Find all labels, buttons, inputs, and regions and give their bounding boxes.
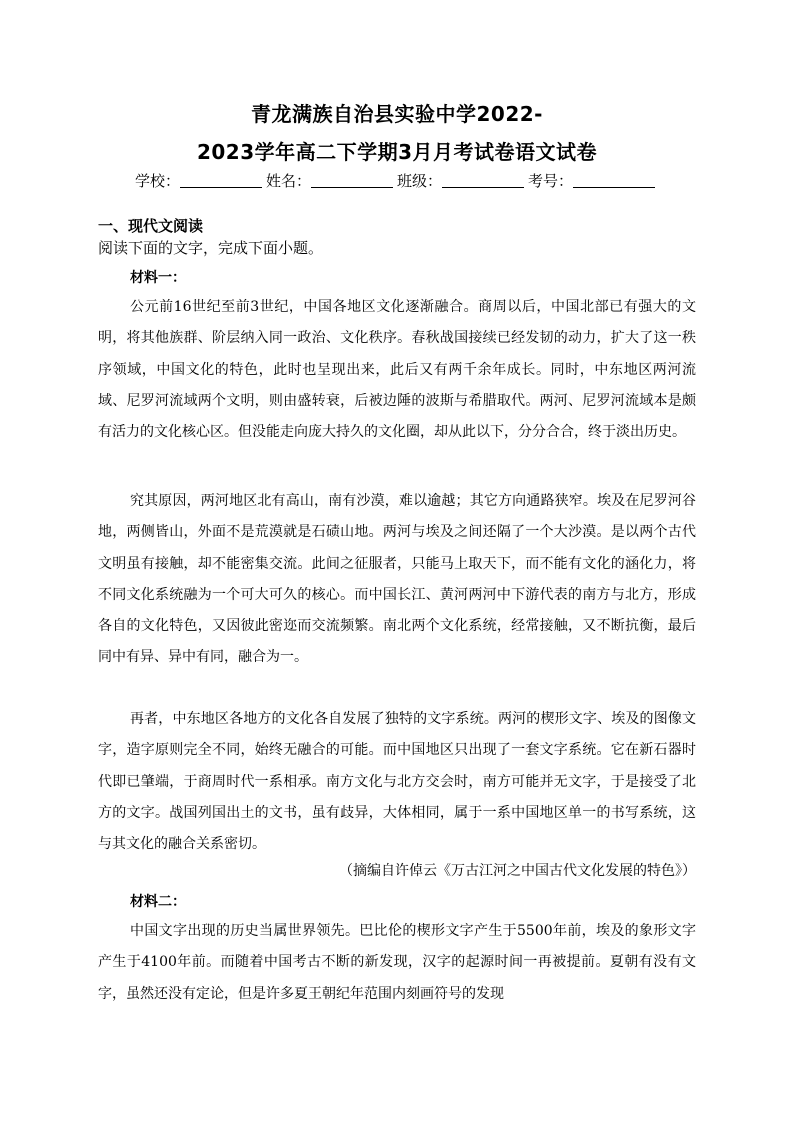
student-info-row [0, 170, 794, 192]
section-heading: 一、现代文阅读 [98, 217, 204, 235]
material-1-paragraph: 究其原因，两河地区北有高山，南有沙漠，难以逾越；其它方向通路狭窄。埃及在尼罗河谷地，两侧皆山，外面不是荒漠就是石碛山地。两河与埃及之间还隔了一个大沙漠。是以两个古代文明虽有接触，却不能密集交流。此间之征服者，只能马上取天下，而不能有文化的涵化力，将不同文化系统融为一个可大可久的核心。而中国长江、黄河两河中下游代表的南方与北方，形成各自的文化特色，又因彼此密迩而交流频繁。南北两个文化系统，经常接触，又不断抗衡，最后同中有异、异中有同，融合为一。 [98, 493, 696, 666]
section-instruction: 阅读下面的文字，完成下面小题。 [98, 239, 324, 257]
name-label: 姓名： [265, 172, 311, 190]
school-blank[interactable] [180, 172, 262, 188]
material-1-citation: （摘编自许倬云《万古江河之中国古代文化发展的特色》） [339, 863, 696, 879]
exam-title-line-2: 2023学年高二下学期3月月考试卷语文试卷 [196, 140, 598, 164]
name-blank[interactable] [311, 172, 393, 188]
school-label: 学校： [134, 172, 180, 190]
material-1-paragraph: 再者，中东地区各地方的文化各自发展了独特的文字系统。两河的楔形文字、埃及的图像文字，造字原则完全不同，始终无融合的可能。而中国地区只出现了一套文字系统。它在新石器时代即已肇端，于商周时代一系相承。南方文化与北方交会时，南方可能并无文字，于是接受了北方的文字。战国列国出土的文书，虽有歧异，大体相同，属于一系中国地区单一的书写系统，这与其文化的融合关系密切。 [98, 711, 696, 853]
class-blank[interactable] [442, 172, 524, 188]
number-label: 考号： [528, 172, 574, 190]
material-2-paragraph: 中国文字出现的历史当属世界领先。巴比伦的楔形文字产生于5500年前，埃及的象形文字产生于4100年前。而随着中国考古不断的新发现，汉字的起源时间一再被提前。夏朝有没有文字，虽然还没有定论，但是许多夏王朝纪年范围内刻画符号的发现 [98, 923, 696, 1002]
material-1-paragraph: 公元前16世纪至前3世纪，中国各地区文化逐渐融合。商周以后，中国北部已有强大的文明，将其他族群、阶层纳入同一政治、文化秩序。春秋战国接续已经发韧的动力，扩大了这一秩序领域，中国文化的特色，此时也呈现出来，此后又有两千余年成长。同时，中东地区两河流域、尼罗河流域两个文明，则由盛转衰，后被边陲的波斯与希腊取代。两河、尼罗河流域本是颇有活力的文化核心区。但没能走向庞大持久的文化圈，却从此以下，分分合合，终于淡出历史。 [98, 299, 696, 441]
material-2-label: 材料二： [130, 894, 186, 910]
class-label: 班级： [397, 172, 443, 190]
material-1-label: 材料一： [130, 270, 186, 286]
number-blank[interactable] [573, 172, 655, 188]
exam-title-line-1: 青龙满族自治县实验中学2022- [251, 102, 543, 126]
